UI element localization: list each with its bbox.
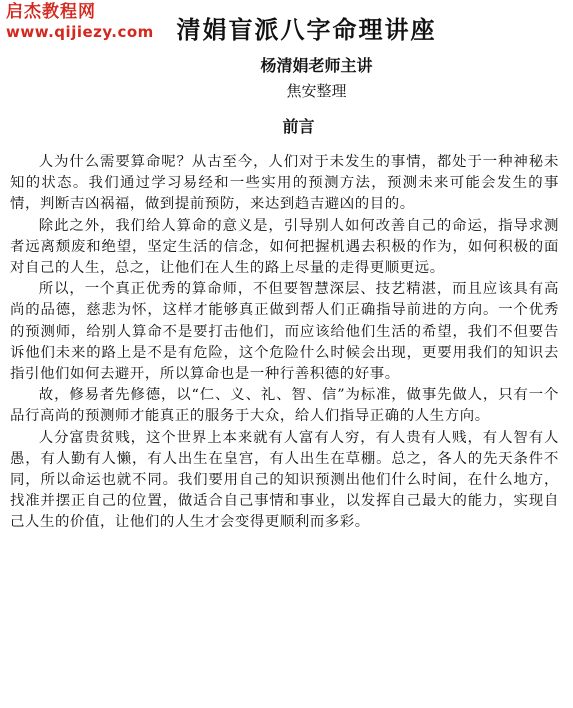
paragraph-1: 人为什么需要算命呢？从古至今，人们对于未发生的事情，都处于一种神秘未知的状态。我们通过学习易经和一些实用的预测方法，预测未来可能会发生的事情，判断吉凶祸福，做到提前预防，来达到趋吉避凶的目的。: [10, 154, 559, 213]
watermark-site-name: 启杰教程网: [6, 2, 96, 22]
paragraph-3: 所以，一个真正优秀的算命师，不但要智慧深层、技艺精湛，而且应该具有高尚的品德，慈悲为怀，这样才能够真正做到帮人们正确指导前进的方向。一个优秀的预测师，给别人算命不是要打击他们，而应该给他们生活的希望，我们不但要告诉他们未来的路上是不是有危险，这个危险什么时候会出现，更要用我们的知识去指引他们如何去避开，所以算命也是一种行善积德的好事。: [10, 281, 559, 383]
document-title: 清娟盲派八字命理讲座: [176, 16, 437, 44]
editor-line: 焦安整理: [286, 82, 347, 100]
watermark-site-url: www.qijiezy.com: [6, 22, 154, 41]
paragraph-4: 故，修易者先修德，以“仁、义、礼、智、信”为标准，做事先做人，只有一个品行高尚的预测师才能真正的服务于大众，给人们指导正确的人生方向。: [10, 387, 559, 425]
paragraph-5: 人分富贵贫贱，这个世界上本来就有人富有人穷，有人贵有人贱，有人智有人愚，有人勤有人懒，有人出生在皇宫，有人出生在草棚。总之，各人的先天条件不同，所以命运也就不同。我们要用自己的知识预测出他们什么时间，在什么地方，找准并摆正自己的位置，做适合自己事情和事业，以发挥自己最大的能力，实现自己人生的价值，让他们的人生才会变得更顺利而多彩。: [10, 429, 559, 531]
document-header: [0, 0, 573, 101]
section-title-preface: 前言: [282, 117, 315, 136]
lecturer-line: 杨清娟老师主讲: [260, 56, 373, 75]
document-body: [10, 152, 559, 534]
paragraph-2: 除此之外，我们给人算命的意义是，引导别人如何改善自己的命运，指导求测者远离颓废和绝望，坚定生活的信念，如何把握机遇去积极的作为，如何积极的面对自己的人生，总之，让他们在人生的路上尽量的走得更顺更远。: [10, 217, 559, 277]
